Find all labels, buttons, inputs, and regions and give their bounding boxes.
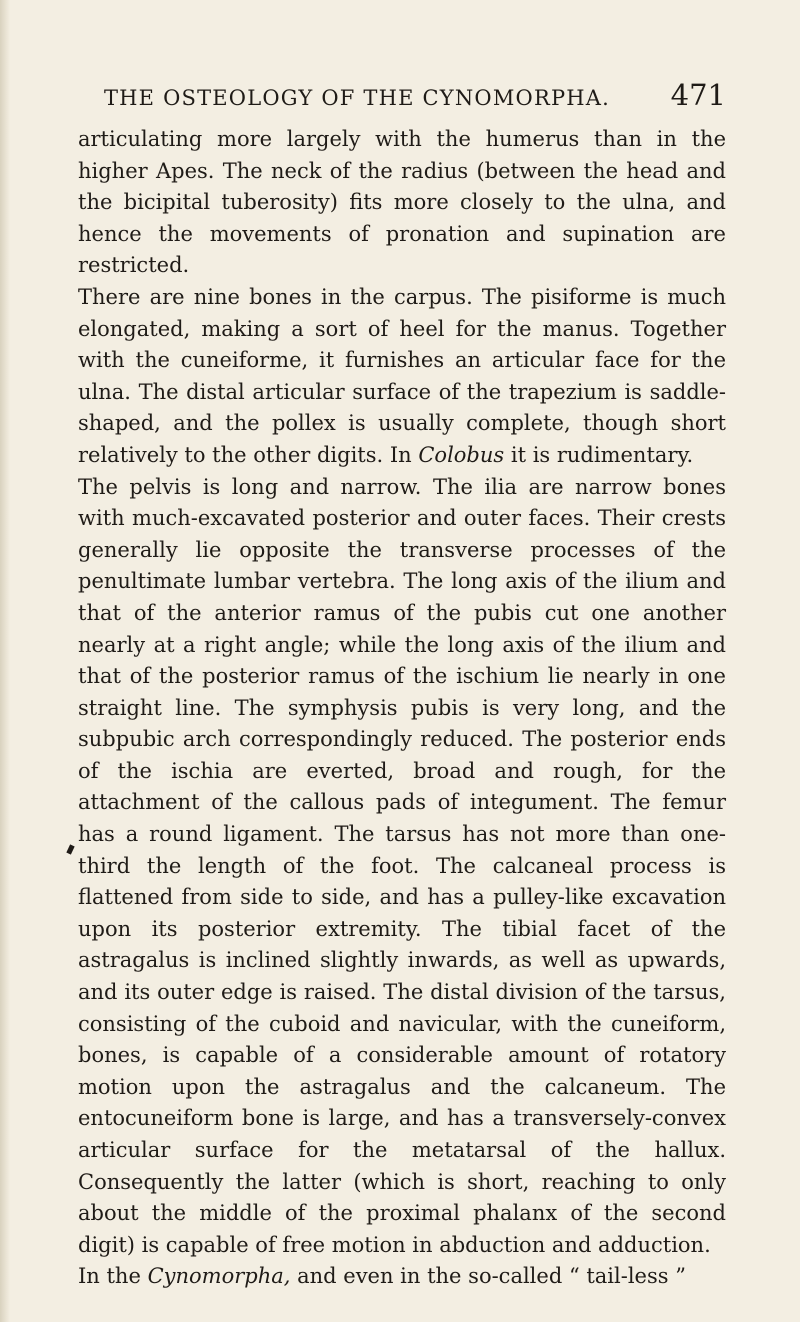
paragraph-3-text: The pelvis is long and narrow. The ilia are narrow bones with much-excavated posterior and outer faces. Their crests generally lie opposite the transverse processes of the penultimate lumbar vertebra. The long axis of the ilium and that of the anterior ramus of the pubis cut one another nearly at a right angle; while the long axis of the ilium and that of the posterior ramus of the ischium lie nearly in one straight line. The symphysis pubis is very long, and the subpubic arch correspondingly reduced. The posterior ends of the ischia are everted, broad and rough, for the attachment of the callous pads of integument. The femur has a round ligament. The tarsus has not more than one-third the length of the foot. The calcaneal process is flattened from side to side, and has a pulley-like excavation upon its posterior extremity. The tibial facet of the astragalus is inclined slightly inwards, as well as upwards, and its outer edge is raised. The distal division of the tarsus, consisting of the cuboid and navicular, with the cuneiform, bones, is capable of a considerable amount of rotatory motion upon the astragalus and the calcaneum. The entocuneiform bone is large, and has a transversely-convex articular surface for the metatarsal of the hallux. Consequently the latter (which is short, reaching to only about the middle of the proximal phalanx of the second digit) is capable of free motion in abduction and adduction. bbox=[78, 474, 726, 1257]
paragraph-4-text-a: In the bbox=[78, 1264, 148, 1289]
paragraph-4-group-name: Cynomorpha, bbox=[147, 1264, 291, 1289]
print-mark bbox=[66, 844, 74, 854]
page-binding-edge bbox=[0, 0, 10, 1322]
running-title: THE OSTEOLOGY OF THE CYNOMORPHA. bbox=[103, 86, 611, 110]
book-page bbox=[78, 78, 726, 1293]
paragraph-2-text-b: it is rudimentary. bbox=[504, 442, 694, 467]
paragraph-2-text-a: There are nine bones in the carpus. The pisiforme is much elongated, making a sort of heel for the manus. Together with the cuneiforme, it furnishes an articular face for the ulna. The distal articular surface of the trapezium is saddle-shaped, and the pollex is usually complete, though short relatively to the other digits. In bbox=[78, 284, 726, 467]
page-number: 471 bbox=[670, 78, 726, 112]
paragraph-1-text: articulating more largely with the humerus than in the higher Apes. The neck of the radius (between the head and the bicipital tuberosity) fits more closely to the ulna, and hence the movements of pronation and supination are restricted. bbox=[78, 127, 726, 278]
paragraph-1 bbox=[78, 124, 726, 282]
running-head bbox=[78, 78, 726, 124]
paragraph-3 bbox=[78, 472, 726, 1262]
body-text bbox=[78, 124, 726, 1293]
paragraph-4 bbox=[78, 1261, 726, 1293]
paragraph-2-genus-name: Colobus bbox=[418, 442, 505, 467]
paragraph-4-text-b: and even in the so-called “ tail-less ” bbox=[290, 1264, 686, 1289]
paragraph-2 bbox=[78, 282, 726, 472]
